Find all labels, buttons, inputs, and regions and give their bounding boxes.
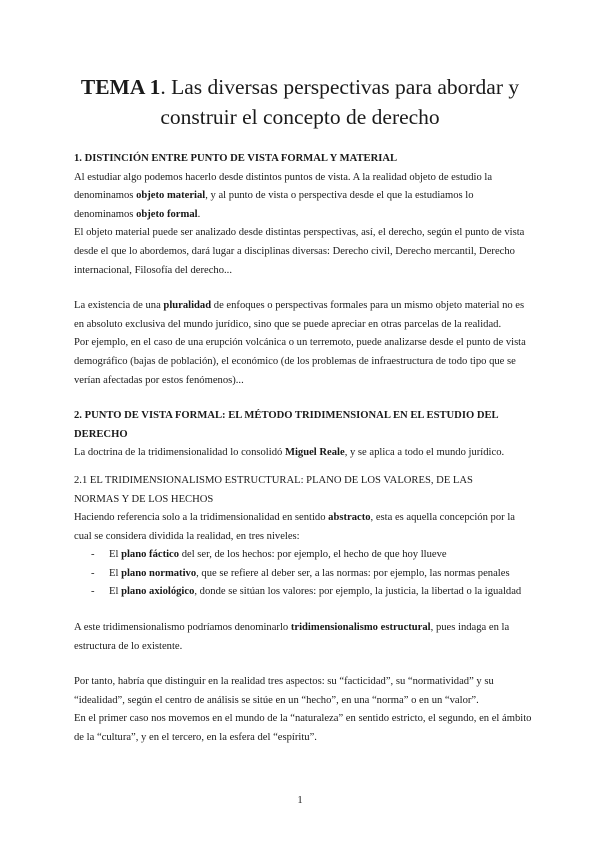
section-2-1-paragraph-2: A este tridimensionalismo podríamos denominarlo tridimensionalismo estructural, pues indaga en la estructura de lo existente.	[74, 622, 510, 652]
page-number: 1	[297, 795, 303, 806]
section-2-paragraph-1: La doctrina de la tridimensionalidad lo consolidó Miguel Reale, y se aplica a todo el mundo jurídico.	[74, 447, 505, 459]
section-2-1-heading: 2.1 EL TRIDIMENSIONALISMO ESTRUCTURAL: PLANO DE LOS VALORES, DE LAS NORMAS Y DE LOS HECHOS	[74, 474, 473, 505]
title-topic-number: TEMA 1	[80, 75, 161, 99]
section-2-heading: 2. PUNTO DE VISTA FORMAL: EL MÉTODO TRIDIMENSIONAL EN EL ESTUDIO DEL DERECHO	[74, 410, 499, 440]
document-body	[74, 150, 534, 748]
page-title	[60, 72, 540, 132]
section-2-1-paragraph-4: En el primer caso nos movemos en el mundo de la “naturaleza” en sentido estricto, el segundo, en el ámbito de la “cultura”, y en el tercero, en la esfera del “espíritu”.	[74, 713, 532, 744]
section-1-heading: 1. DISTINCIÓN ENTRE PUNTO DE VISTA FORMAL Y MATERIAL	[74, 153, 398, 164]
list-item: - El plano fáctico del ser, de los hechos: por ejemplo, el hecho de que hoy llueve	[91, 546, 534, 565]
section-2-1-paragraph-1: Haciendo referencia solo a la tridimensionalidad en sentido abstracto, esta es aquella concepción por la cual se considera dividida la realidad, en tres niveles:	[74, 512, 515, 542]
section-1-paragraph-3: La existencia de una pluralidad de enfoques o perspectivas formales para un mismo objeto material no es en absoluto exclusiva del mundo jurídico, sino que se puede apreciar en otras parcelas de la realidad.	[74, 300, 525, 330]
section-1-paragraph-1: Al estudiar algo podemos hacerlo desde distintos puntos de vista. A la realidad objeto de estudio la denominamos objeto material, y al punto de vista o perspectiva desde el que la estudiamos lo denominamos objeto formal.	[74, 171, 493, 220]
list-item: - El plano normativo, que se refiere al deber ser, a las normas: por ejemplo, las normas penales	[91, 565, 534, 584]
list-item: - El plano axiológico, donde se sitúan los valores: por ejemplo, la justicia, la libertad o la igualdad	[91, 583, 534, 602]
section-2-1-paragraph-3: Por tanto, habría que distinguir en la realidad tres aspectos: su “facticidad”, su “normatividad” y su “idealidad”, según el centro de análisis se sitúe en un “hecho”, en una “norma” o en un “valor”.	[74, 676, 494, 706]
title-text-line1: . Las diversas perspectivas para abordar y	[160, 75, 520, 99]
section-1-paragraph-2: El objeto material puede ser analizado desde distintas perspectivas, así, el derecho, según el punto de vista desde el que lo abordemos, dará lugar a disciplinas diversas: Derecho civil, Derecho mercantil, Derecho internacional, Filosofía del derecho...	[74, 227, 525, 276]
levels-list	[74, 546, 534, 602]
title-text-line2: construir el concepto de derecho	[160, 105, 440, 129]
section-1-paragraph-4: Por ejemplo, en el caso de una erupción volcánica o un terremoto, puede analizarse desde el punto de vista demográfico (bajas de población), el económico (de los problemas de infraestructura de todo tipo que se verían afectadas por estos fenómenos)...	[74, 337, 526, 386]
